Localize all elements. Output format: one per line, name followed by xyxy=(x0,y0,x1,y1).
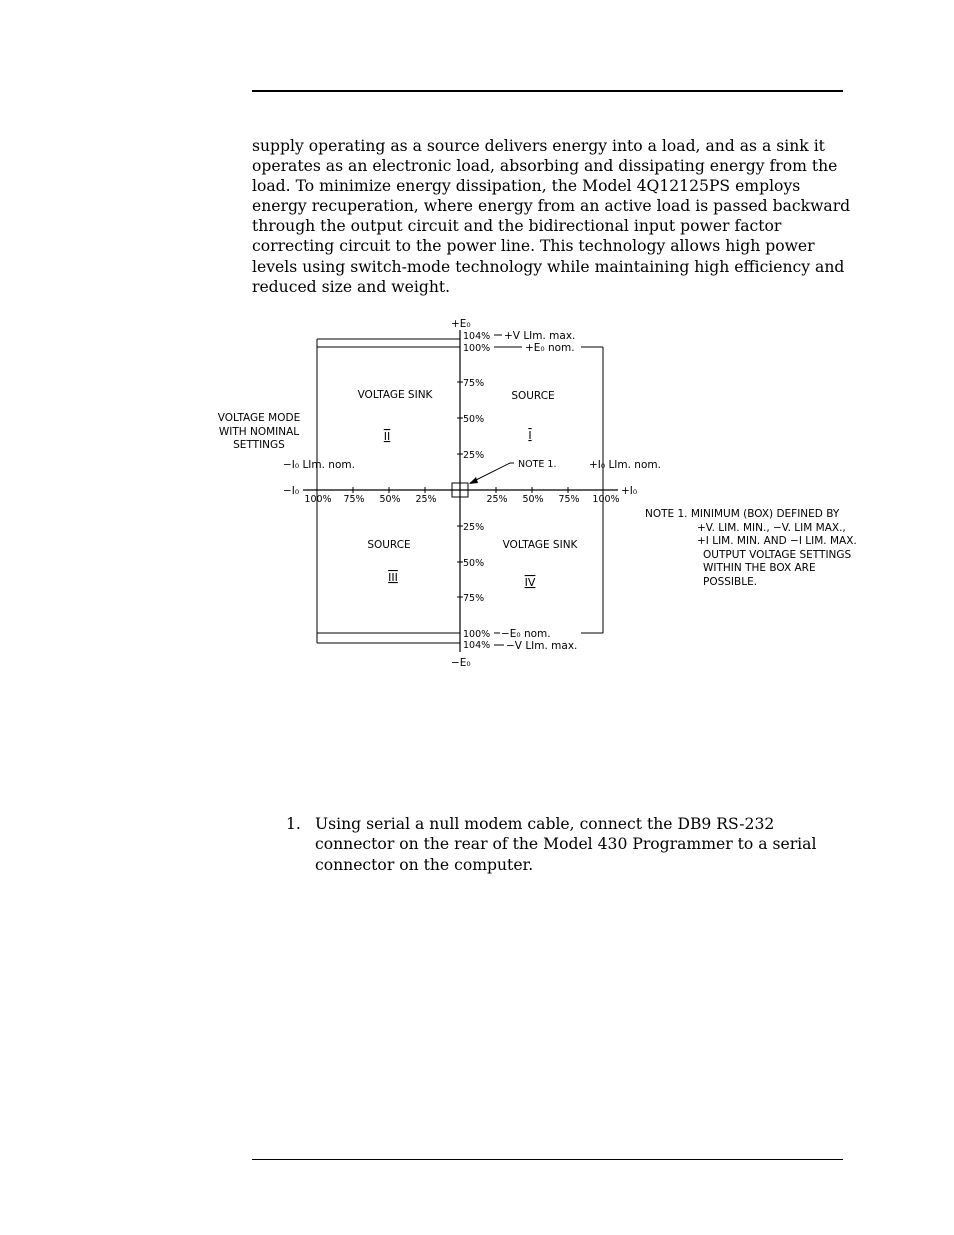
paragraph-line: supply operating as a source delivers energy into a load, and as a sink it xyxy=(252,137,825,155)
eo-nom-bottom-label: −E₀ nom. xyxy=(501,628,551,640)
step-line: Using serial a null modem cable, connect the DB9 RS-232 xyxy=(315,815,775,833)
paragraph-line: reduced size and weight. xyxy=(252,277,451,296)
paragraph-line: energy recuperation, where energy from an active load is passed backward xyxy=(252,197,851,216)
v-tick-label: 104% xyxy=(463,331,491,342)
paragraph-line: load. To minimize energy dissipation, the Model 4Q12125PS employs xyxy=(252,177,801,196)
footer-rule xyxy=(252,1159,843,1160)
vertical-tick-labels xyxy=(463,331,490,651)
io-lim-nom-left-label: −I₀ LIm. nom. xyxy=(283,459,355,471)
voltage-mode-line: WITH NOMINAL xyxy=(218,426,300,438)
eo-nom-top-label: +E₀ nom. xyxy=(525,342,575,354)
step-line: connector on the computer. xyxy=(315,855,534,874)
quadrant-2-numeral: II xyxy=(383,430,391,443)
v-tick-label: 75% xyxy=(463,593,485,604)
v-tick-label: 104% xyxy=(463,640,491,651)
v-tick-label: 50% xyxy=(463,414,485,425)
step-text xyxy=(315,814,845,875)
note-1-text xyxy=(645,508,857,588)
note-line: WITHIN THE BOX ARE xyxy=(703,562,816,574)
h-tick-label: 50% xyxy=(379,494,401,505)
quadrant-1-numeral: I xyxy=(528,429,532,442)
note-line: POSSIBLE. xyxy=(703,576,758,588)
voltage-mode-line: SETTINGS xyxy=(233,439,285,451)
h-tick-label: 100% xyxy=(592,494,620,505)
voltage-mode-note xyxy=(218,412,300,451)
plus-eo-label: +E₀ xyxy=(451,318,471,330)
h-tick-label: 75% xyxy=(343,494,365,505)
minimum-box xyxy=(452,463,514,497)
paragraph-line: levels using switch-mode technology while maintaining high efficiency and xyxy=(252,257,845,276)
quadrant-4-label: VOLTAGE SINK xyxy=(502,539,578,551)
quadrant-2-label: VOLTAGE SINK xyxy=(357,389,433,401)
v-lim-max-bottom-label: −V LIm. max. xyxy=(506,640,578,652)
minus-eo-label: −E₀ xyxy=(451,657,471,669)
note-line: +V. LIM. MIN., −V. LIM MAX., xyxy=(697,522,846,534)
v-tick-label: 100% xyxy=(463,343,491,354)
h-tick-label: 50% xyxy=(522,494,544,505)
v-tick-label: 25% xyxy=(463,450,485,461)
step-line: connector on the rear of the Model 430 Programmer to a serial xyxy=(315,835,817,854)
step-number: 1. xyxy=(286,815,301,833)
paragraph-line: correcting circuit to the power line. This technology allows high power xyxy=(252,237,815,256)
h-tick-label: 25% xyxy=(415,494,437,505)
quadrant-1-label: SOURCE xyxy=(511,390,555,402)
quadrant-3-label: SOURCE xyxy=(367,539,411,551)
v-tick-label: 25% xyxy=(463,522,485,533)
v-tick-label: 100% xyxy=(463,629,491,640)
io-lim-nom-right-label: +I₀ LIm. nom. xyxy=(589,459,661,471)
minus-io-label: −I₀ xyxy=(283,485,300,497)
paragraph-line: through the output circuit and the bidirectional input power factor xyxy=(252,217,782,236)
note-line: OUTPUT VOLTAGE SETTINGS xyxy=(703,549,852,561)
note-line: +I LIM. MIN. AND −I LIM. MAX. xyxy=(697,535,857,547)
axes xyxy=(303,330,618,652)
plus-io-label: +I₀ xyxy=(621,485,638,497)
h-tick-label: 100% xyxy=(304,494,332,505)
v-lim-max-top-label: +V LIm. max. xyxy=(504,330,576,342)
note-line: NOTE 1. MINIMUM (BOX) DEFINED BY xyxy=(645,508,840,520)
h-tick-label: 75% xyxy=(558,494,580,505)
quadrant-4-numeral: IV xyxy=(524,576,536,589)
quadrant-3-numeral: III xyxy=(388,571,398,584)
v-tick-label: 75% xyxy=(463,378,485,389)
note-pointer-label: NOTE 1. xyxy=(518,459,557,470)
horizontal-tick-labels xyxy=(304,494,619,505)
voltage-mode-line: VOLTAGE MODE xyxy=(217,412,301,424)
paragraph-line: operates as an electronic load, absorbing and dissipating energy from the xyxy=(252,157,838,176)
h-tick-label: 25% xyxy=(486,494,508,505)
note-arrowhead xyxy=(469,477,478,484)
v-tick-label: 50% xyxy=(463,558,485,569)
